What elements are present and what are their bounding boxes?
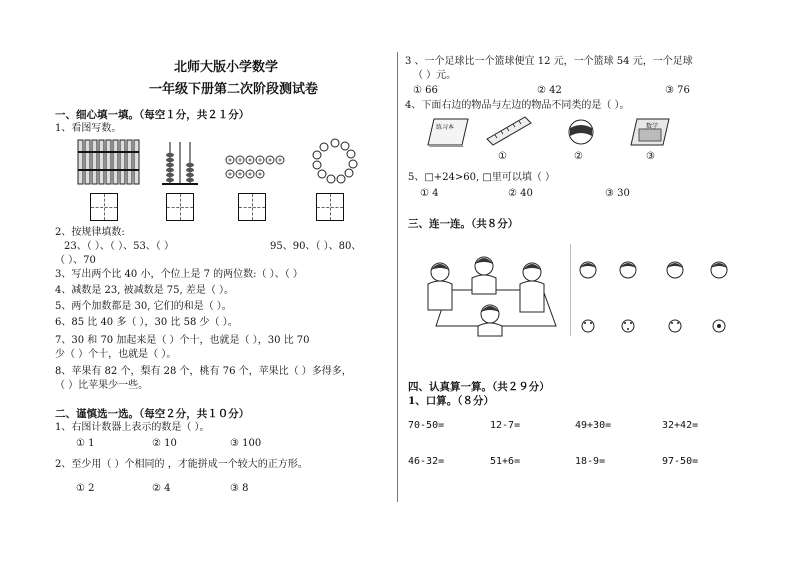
question-1-7a: 7、30 和 70 加起来是（ ）个十，也就是（ ），30 比 70	[55, 335, 310, 346]
question-1-8b: （ ）比苹果少一些。	[55, 380, 149, 391]
math-book-label: 数学	[646, 123, 659, 130]
question-2-4: 4、下面右边的物品与左边的物品不同类的是（ ）。	[405, 100, 630, 111]
q2-3-option-3[interactable]: ③ 76	[665, 85, 690, 96]
q2-2-option-3[interactable]: ③ 8	[230, 483, 249, 494]
q2-5-option-2[interactable]: ② 40	[508, 188, 533, 199]
sequence-b-end: （ ）、70	[55, 255, 96, 266]
question-1-4: 4、减数是 23, 被减数是 75, 差是（ ）。	[55, 285, 235, 296]
abacus-image	[160, 138, 200, 188]
question-1-3: 3、写出两个比 40 小，个位上是 7 的两位数:（ ）、（ ）	[55, 269, 303, 280]
paper-title: 北师大版小学数学	[174, 60, 279, 75]
question-2-3b: （ ）元。	[413, 70, 457, 81]
section3-heading: 三、连一连。（共８分）	[408, 218, 519, 230]
question-1-5: 5、两个加数都是 30, 它们的和是（ ）。	[55, 301, 232, 312]
calc-r2-c3: 18-9=	[575, 456, 606, 467]
paper-subtitle: 一年级下册第二次阶段测试卷	[149, 82, 319, 97]
calc-r2-c2: 51+6=	[490, 456, 521, 467]
q2-5-option-3[interactable]: ③ 30	[605, 188, 630, 199]
column-divider	[397, 52, 398, 502]
question-1-6: 6、85 比 40 多（ ），30 比 58 少（ ）。	[55, 317, 238, 328]
section4-heading: 四、认真算一算。（共２９分）	[408, 381, 550, 393]
q2-4-option-3[interactable]: ③	[646, 151, 655, 162]
q2-4-option-2[interactable]: ②	[574, 151, 583, 162]
exercise-book-label: 练习本	[436, 124, 455, 131]
section2-heading: 二、谨慎选一选。（每空２分，共１０分）	[55, 408, 250, 420]
exercise-book-image	[428, 117, 470, 147]
q2-1-option-3[interactable]: ③ 100	[230, 438, 262, 449]
q2-4-option-1[interactable]: ①	[498, 151, 507, 162]
calc-r1-c3: 49+30=	[575, 420, 612, 431]
section1-heading: 一、细心填一填。（每空１分，共２１分）	[55, 109, 250, 121]
answer-box-4[interactable]	[316, 193, 344, 221]
section4-sub-heading: 1、口算。（８分）	[408, 395, 495, 407]
q2-2-option-2[interactable]: ② 4	[152, 483, 171, 494]
calc-r1-c2: 12-7=	[490, 420, 521, 431]
question-1-2: 2、按规律填数:	[55, 227, 125, 238]
question-2-3a: 3 、一个足球比一个篮球便宜 12 元，一个篮球 54 元，一个足球	[405, 56, 693, 67]
question-2-2: 2、至少用（ ）个相同的 ，才能拼成一个较大的正方形。	[55, 459, 308, 470]
q2-3-option-2[interactable]: ② 42	[537, 85, 562, 96]
answer-box-2[interactable]	[166, 193, 194, 221]
question-2-1: 1、右图计数器上表示的数是（ ）。	[55, 422, 210, 433]
q2-1-option-1[interactable]: ① 1	[76, 438, 95, 449]
sequence-a: 23、（ ）、（ ）、53、（ ）	[64, 241, 174, 252]
snails-image	[222, 154, 284, 182]
q2-5-option-1[interactable]: ① 4	[420, 188, 439, 199]
ball-image	[566, 118, 596, 146]
q2-1-option-2[interactable]: ② 10	[152, 438, 177, 449]
question-1-7b: 少（ ）个十，也就是（ ）。	[55, 349, 177, 360]
object-views-row	[582, 318, 732, 334]
q2-2-option-1[interactable]: ① 2	[76, 483, 95, 494]
calc-r1-c4: 32+42=	[662, 420, 699, 431]
question-1-1: 1、看图写数。	[55, 123, 122, 134]
children-table-scene	[418, 250, 563, 336]
answer-box-3[interactable]	[238, 193, 266, 221]
question-1-8a: 8、苹果有 82 个，梨有 28 个，桃有 76 个，苹果比（ ）多得多，	[55, 366, 352, 377]
calc-r2-c1: 46-32=	[408, 456, 445, 467]
scene-divider	[570, 244, 571, 336]
stick-bundles-image	[78, 140, 142, 188]
bead-ring-image	[312, 138, 358, 184]
child-views-row	[578, 258, 728, 282]
ruler-image	[487, 115, 531, 145]
math-book-image	[631, 117, 671, 147]
question-2-5: 5、□+24>60, □里可以填（ ）	[408, 172, 556, 183]
answer-box-1[interactable]	[90, 193, 118, 221]
q2-3-option-1[interactable]: ① 66	[413, 85, 438, 96]
calc-r2-c4: 97-50=	[662, 456, 699, 467]
sequence-b: 95、90、（ ）、80、	[270, 241, 362, 252]
calc-r1-c1: 70-50=	[408, 420, 445, 431]
